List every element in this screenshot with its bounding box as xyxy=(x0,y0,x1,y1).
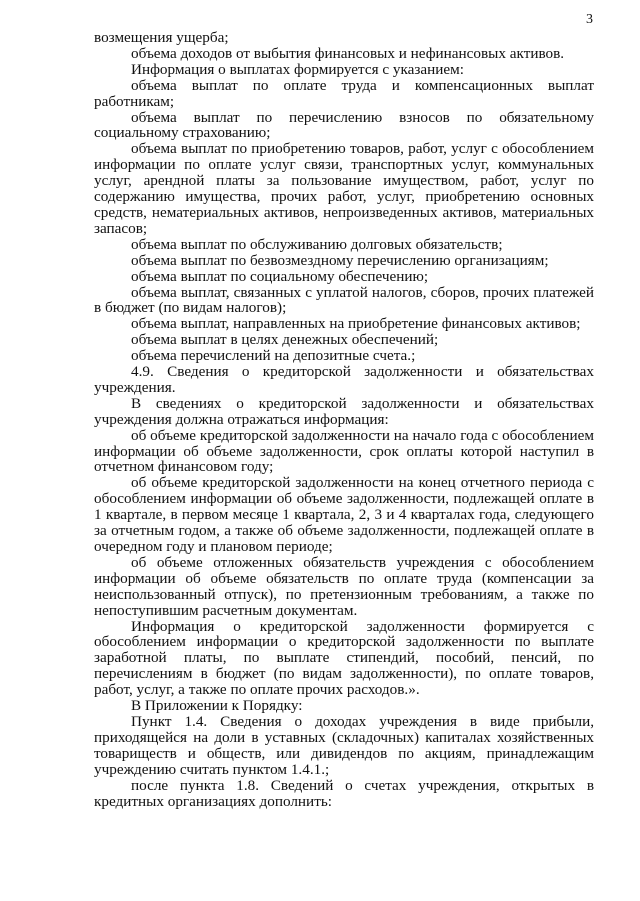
paragraph: объема доходов от выбытия финансовых и нефинансовых активов. xyxy=(131,44,565,62)
paragraph: Информация о кредиторской задолженности формируется с обособлением информации о кредиторской задолженности по выплате заработной платы, по выплате стипендий, пособий, пенсий, по перечислениям в бюджет (по видам задолженности), по оплате товаров, работ, услуг, а также по оплате прочих расходов.». xyxy=(94,617,594,699)
paragraph: объема перечислений на депозитные счета.; xyxy=(131,347,416,365)
paragraph: объема выплат в целях денежных обеспечений; xyxy=(131,331,439,349)
paragraph: после пункта 1.8. Сведений о счетах учреждения, открытых в кредитных организациях дополнить: xyxy=(94,776,594,810)
page-number: 3 xyxy=(586,12,593,27)
paragraph: объема выплат по безвозмездному перечислению организациям; xyxy=(131,251,549,269)
paragraph: объема выплат по перечислению взносов по обязательному социальному страхованию; xyxy=(94,108,594,142)
paragraph: Информация о выплатах формируется с указанием: xyxy=(131,60,464,78)
section-heading: 4.9. Сведения о кредиторской задолженности и обязательствах учреждения. xyxy=(94,363,594,396)
paragraph: об объеме кредиторской задолженности на конец отчетного периода с обособлением информации об объеме задолженности, подлежащей оплате в 1 квартале, в первом месяце 1 квартала, 2, 3 и 4 кварталах года, следующего за отчетным годом, а также об объеме задолженности, подлежащей оплате в очередном году и плановом периоде; xyxy=(94,474,594,555)
paragraph: об объеме отложенных обязательств учреждения с обособлением информации об объеме обязательств по оплате труда (компенсации за неиспользованный отпуск), по претензионным требованиям, а также по непоступившим расчетным документам. xyxy=(94,553,594,619)
paragraph: объема выплат по обслуживанию долговых обязательств; xyxy=(131,235,503,253)
paragraph: Пункт 1.4. Сведения о доходах учреждения в виде прибыли, приходящейся на доли в уставных (складочных) капиталах хозяйственных товариществ и обществ, или дивидендов по акциям, принадлежащим учреждению считать пунктом 1.4.1.; xyxy=(94,712,594,778)
paragraph: об объеме кредиторской задолженности на начало года с обособлением информации об объеме задолженности, срок оплаты которой наступил в отчетном финансовом году; xyxy=(94,426,594,476)
paragraph: В сведениях о кредиторской задолженности и обязательствах учреждения должна отражаться информация: xyxy=(94,394,594,428)
paragraph: объема выплат по приобретению товаров, работ, услуг с обособлением информации по оплате услуг связи, транспортных услуг, коммунальных услуг, арендной платы за пользование имуществом, работ, услуг по содержанию имущества, прочих работ, услуг, приобретению основных средств, нематериальных активов, непроизведенных активов, материальных запасов; xyxy=(94,140,594,237)
document-body xyxy=(94,30,594,809)
paragraph: объема выплат по социальному обеспечению; xyxy=(131,267,429,285)
paragraph: объема выплат, направленных на приобретение финансовых активов; xyxy=(131,315,581,333)
paragraph: возмещения ущерба; xyxy=(94,29,229,46)
paragraph: объема выплат, связанных с уплатой налогов, сборов, прочих платежей в бюджет (по видам налогов); xyxy=(94,283,594,317)
paragraph: объема выплат по оплате труда и компенсационных выплат работникам; xyxy=(94,76,594,110)
paragraph: В Приложении к Порядку: xyxy=(131,697,303,715)
